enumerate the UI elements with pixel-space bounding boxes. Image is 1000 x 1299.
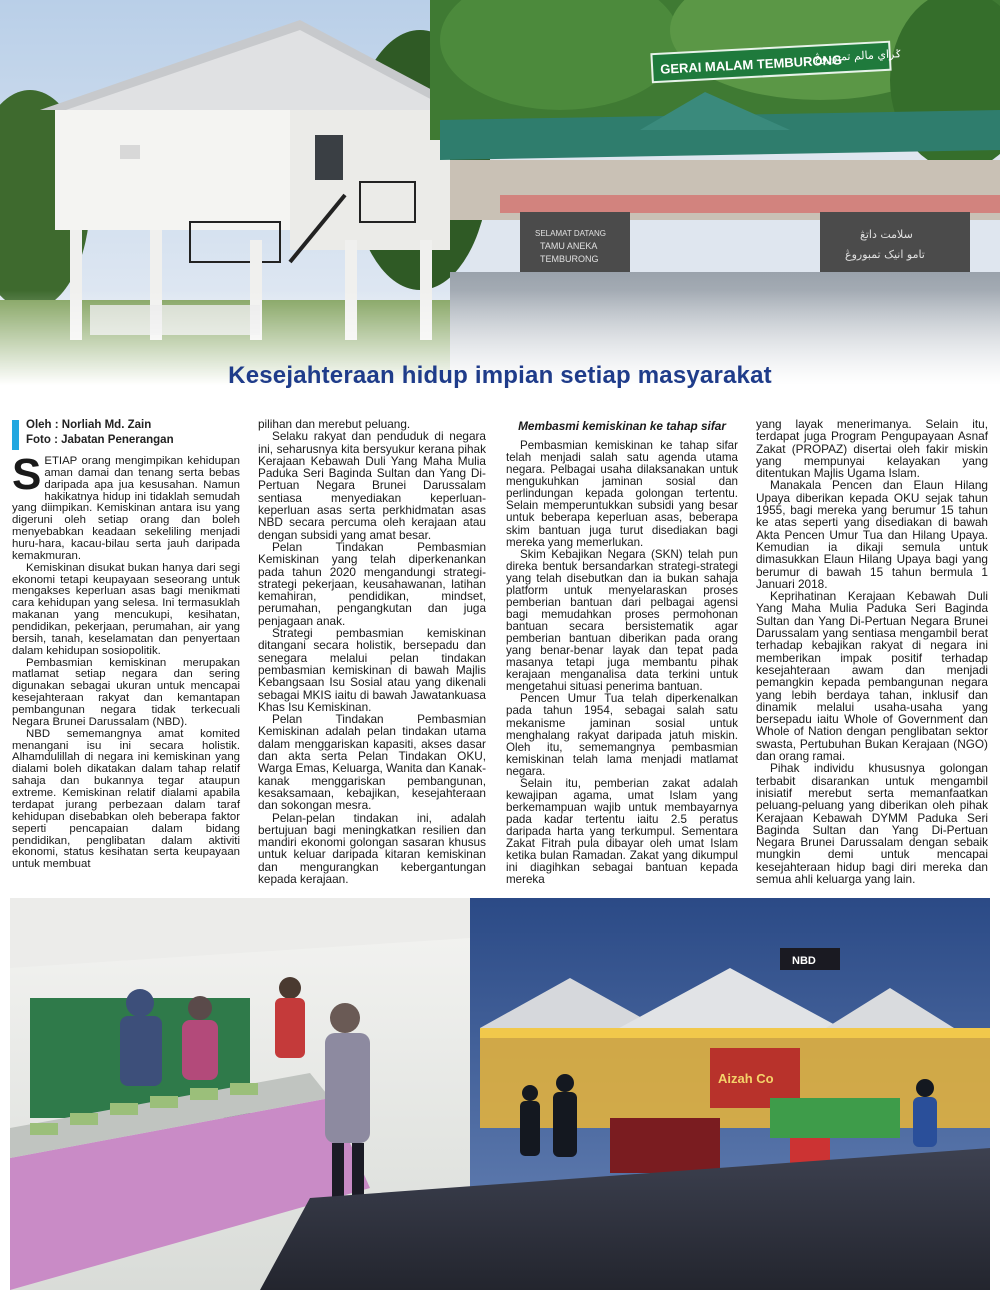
paragraph: SETIAP orang mengimpikan kehidupan aman damai dan tenang serta bebas daripada apa jua kesusahan. Namun hakikatnya hidup ini tidaklah semudah yang diimpikan. Kemiskinan antara isu yang digeruni oleh setiap orang dan boleh menyebabkan keadaan sekeliling menjadi huru-hara, kacau-bilau serta jauh daripada kemakmuran. [12, 450, 240, 562]
dropcap: S [12, 450, 42, 499]
bakery-banner: Aizah Co [718, 1071, 774, 1086]
paragraph: Pencen Umur Tua telah diperkenalkan pada tahun 1954, sebagai salah satu mekanisme jaminan sosial untuk menghalang rakyat daripada jatuh miskin. Oleh itu, sememangnya pembasmian kemiskinan telah lama menjadi matlamat negara. [506, 692, 738, 778]
paragraph: Pihak individu khususnya golongan terbabit disarankan untuk mengambil inisiatif merebut serta memanfaatkan peluang-peluang yang diberikan oleh pihak Kerajaan Kebawah DYMM Paduka Seri Baginda Sultan dan Yang Di-Pertuan Negara Brunei Darussalam dengan sebaik mungkin demi untuk mencapai kesejahteraan hidup bagi diri mereka dan semua ahli keluarga yang lain. [756, 761, 988, 886]
paragraph: Strategi pembasmian kemiskinan ditangani secara holistik, bersepadu dan senegara melalui pelan tindakan pembasmian kemiskinan di bawah Majlis Kebangsaan Isu Sosial atau yang dikenali sebagai MKIS iaitu di bawah Jawatankuasa Khas Isu Kemiskinan. [258, 626, 486, 714]
paragraph: Pelan-pelan tindakan ini, adalah bertujuan bagi meningkatkan resilien dan mandiri ekonomi golongan sasaran khusus untuk keluar daripada kitaran kemiskinan dan mengurangkan kebergantungan kepada kerajaan. [258, 810, 486, 886]
market-sign-jawi: ݢراي مالم تمبوروڠ [814, 47, 902, 65]
paragraph: Kemiskinan disukat bukan hanya dari segi ekonomi tetapi keupayaan seseorang untuk mengakses keperluan asas bagi menikmati cara kehidupan yang selesa. Ini termasuklah makanan yang mencukupi, kesihatan, pendidikan, pekerjaan, perumahan, air yang bersih, tanah, keselamatan dan penyertaan dalam kehidupan sosiopolitik. [12, 561, 240, 657]
top-photo-collage [0, 0, 1000, 385]
headline: Kesejahteraan hidup impian setiap masyarakat [228, 362, 772, 389]
paragraph: pilihan dan merebut peluang. [258, 417, 411, 431]
gate-name-1: TAMU ANEKA [540, 241, 598, 251]
paragraph: Keprihatinan Kerajaan Kebawah Duli Yang Maha Mulia Paduka Seri Baginda Sultan dan Yang Di-Pertuan Negara Brunei Darussalam yang sentiasa mengambil berat terhadap kebajikan rakyat di negara ini memberikan impak positif terhadap kesejahteraan awam dan menjadi pemangkin kepada pembangunan negara yang lebih berdaya tahan, inklusif dan dinamik melalui usaha-usaha yang bersepadu iaitu Whole of Government dan Whole of Nation dengan penglibatan sektor swasta, Pertubuhan Bukan Kerajaan (NGO) dan orang ramai. [756, 589, 988, 764]
gate-name-2: TEMBURONG [540, 254, 599, 264]
paragraph: Pelan Tindakan Pembasmian Kemiskinan yang telah diperkenankan pada tahun 2020 mengandungi strategi-strategi pekerjaan, keusahawanan, latihan kemahiran, pendidikan, mindset, perumahan, pengangkutan dan juga penjagaan anak. [258, 539, 486, 628]
gate-jawi-2: تامو انيک تمبوروڠ [845, 248, 925, 261]
bottom-market-photo [10, 898, 990, 1290]
paragraph: NBD sememangnya amat komited menangani isu ini secara holistik. Alhamdulillah di negara ini kemiskinan yang dialami boleh dikatakan dalam tahap relatif sahaja dan bukannya tegar ataupun extreme. Kemiskinan relatif dialami apabila terdapat jurang perbezaan dalam taraf kehidupan disebabkan oleh beberapa faktor seperti pencapaian dalam bidang pendidikan, penglibatan dalam aktiviti ekonomi, status kesihatan serta keupayaan untuk membuat [12, 727, 240, 871]
paragraph: Selain itu, pemberian zakat adalah kewajipan agama, umat Islam yang berkemampuan wajib untuk membayarnya pada kadar tertentu iaitu 2.5 peratus daripada harta yang terkumpul. Sementara Zakat Fitrah pula dibayar oleh umat Islam ketika bulan Ramadan. Zakat yang dikumpul ini diagihkan sebagai bantuan kepada mereka [506, 776, 738, 887]
paragraph: Pembasmian kemiskinan merupakan matlamat setiap negara dan sering digunakan sebagai ukuran untuk mencapai kesejahteraan rakyat dan kemantapan pembangunan negara tidak terkecuali Negara Brunei Darussalam (NBD). [12, 656, 240, 728]
paragraph: Skim Kebajikan Negara (SKN) telah pun direka bentuk bersandarkan strategi-strategi yang telah disebutkan dan ia bukan sahaja platform untuk menyelaraskan proses pemberian bantuan dari pelbagai agensi bagi memudahkan proses permohonan bantuan secara bersistematik agar pemberian bantuan diberikan pada orang yang benar-benar layak dan tepat pada masanya tetapi juga membantu pihak kerajaan menganalisa data terkini untuk mengetahui situasi penerima bantuan. [506, 547, 738, 694]
byline-accent-bar [12, 420, 19, 450]
article-column-4 [756, 418, 988, 886]
paragraph: Pembasmian kemiskinan ke tahap sifar telah menjadi salah satu agenda utama negara. Pelbagai usaha dilaksanakan untuk mengukuhkan jaminan sosial dan perlindungan kepada golongan tertentu. Selain memperuntukkan subsidi yang besar untuk beberapa keperluan asas, beberapa skim bantuan juga turut disediakan bagi mereka yang memerlukan. [506, 439, 738, 549]
article-column-1 [12, 450, 240, 886]
byline-author: Oleh : Norliah Md. Zain [26, 419, 152, 431]
byline [12, 418, 252, 452]
paragraph: yang layak menerimanya. Selain itu, terdapat juga Program Pengupayaan Asnaf Zakat (PROPAZ) disertai oleh fakir miskin yang mempunyai kelayakan yang ditentukan Majlis Ugama Islam. [756, 417, 988, 481]
paragraph: Manakala Pencen dan Elaun Hilang Upaya diberikan kepada OKU sejak tahun 1955, bagi mereka yang berumur 15 tahun ke atas seperti yang disediakan di bawah Akta Pencen Umur Tua dan Hilang Upaya. Kemudian ia dikaji semula untuk dimasukkan Elaun Hilang Upaya bagi yang berumur di bawah 15 tahun bermula 1 Januari 2018. [756, 478, 988, 591]
article-column-2 [258, 418, 486, 886]
paragraph: Selaku rakyat dan penduduk di negara ini, seharusnya kita bersyukur kerana pihak Kerajaan Kebawah Duli Yang Maha Mulia Paduka Seri Baginda Sultan dan Yang Di-Pertuan Negara Brunei Darussalam sentiasa menyediakan keperluan-keperluan asas serta perkhidmatan asas NBD secara percuma oleh kerajaan atau dengan subsidi yang amat besar. [258, 429, 486, 542]
gate-welcome: SELAMAT DATANG [535, 229, 606, 238]
gate-jawi-1: سلامت داتڠ [860, 228, 913, 241]
paragraph: Pelan Tindakan Pembasmian Kemiskinan adalah pelan tindakan utama dalam menggariskan kapasiti, akses dasar dan akta serta Pelan Tindakan OKU, Warga Emas, Keluarga, Wanita dan Kanak-kanak menggariskan pembangunan, kesaksamaan, kebajikan, kesejahteraan dan sokongan mesra. [258, 712, 486, 813]
market-sign: GERAI MALAM TEMBURONG [659, 52, 843, 77]
section-subheading: Membasmi kemiskinan ke tahap sifar [518, 419, 726, 433]
shop-sign: NBD [792, 955, 816, 967]
article-column-3 [506, 418, 738, 886]
byline-photo-credit: Foto : Jabatan Penerangan [26, 434, 174, 446]
